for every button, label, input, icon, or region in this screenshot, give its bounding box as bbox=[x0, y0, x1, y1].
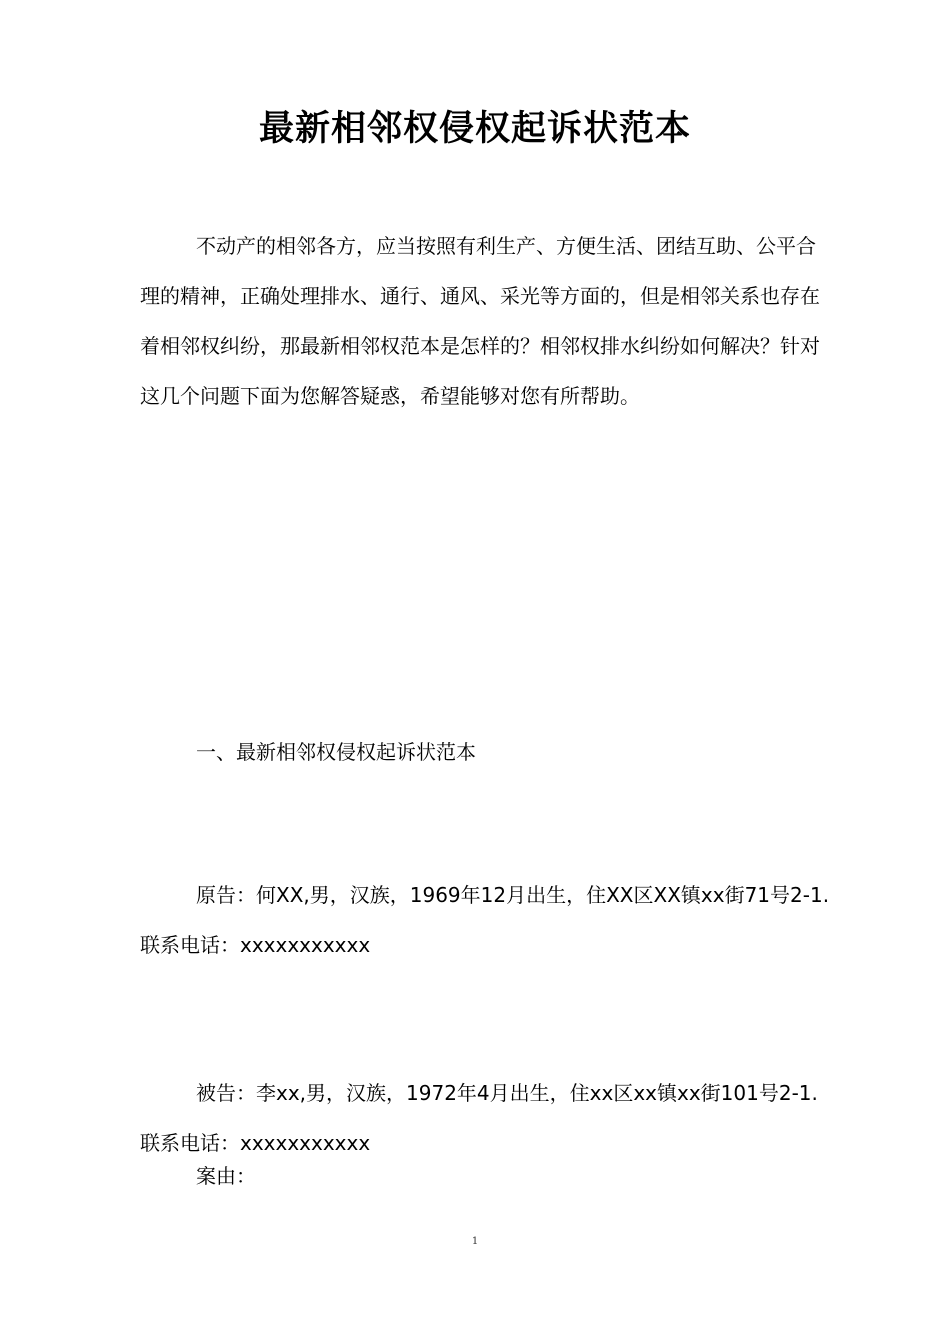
plaintiff-paragraph: 原告：何XX,男，汉族，1969年12月出生，住XX区XX镇xx街71号2-1.联系电话：xxxxxxxxxxx bbox=[140, 883, 830, 957]
cause-label: 案由： bbox=[196, 1164, 256, 1188]
intro-paragraph: 不动产的相邻各方，应当按照有利生产、方便生活、团结互助、公平合理的精神，正确处理排水、通行、通风、采光等方面的，但是相邻关系也存在着相邻权纠纷，那最新相邻权范本是怎样的？相邻权排水纠纷如何解决？针对这几个问题下面为您解答疑惑，希望能够对您有所帮助。 bbox=[140, 234, 820, 408]
section-heading: 一、最新相邻权侵权起诉状范本 bbox=[196, 740, 476, 764]
document-title: 最新相邻权侵权起诉状范本 bbox=[258, 109, 691, 149]
page-number: 1 bbox=[471, 1236, 479, 1247]
defendant-paragraph: 被告：李xx,男，汉族，1972年4月出生，住xx区xx镇xx街101号2-1.联系电话：xxxxxxxxxxx bbox=[140, 1081, 818, 1155]
